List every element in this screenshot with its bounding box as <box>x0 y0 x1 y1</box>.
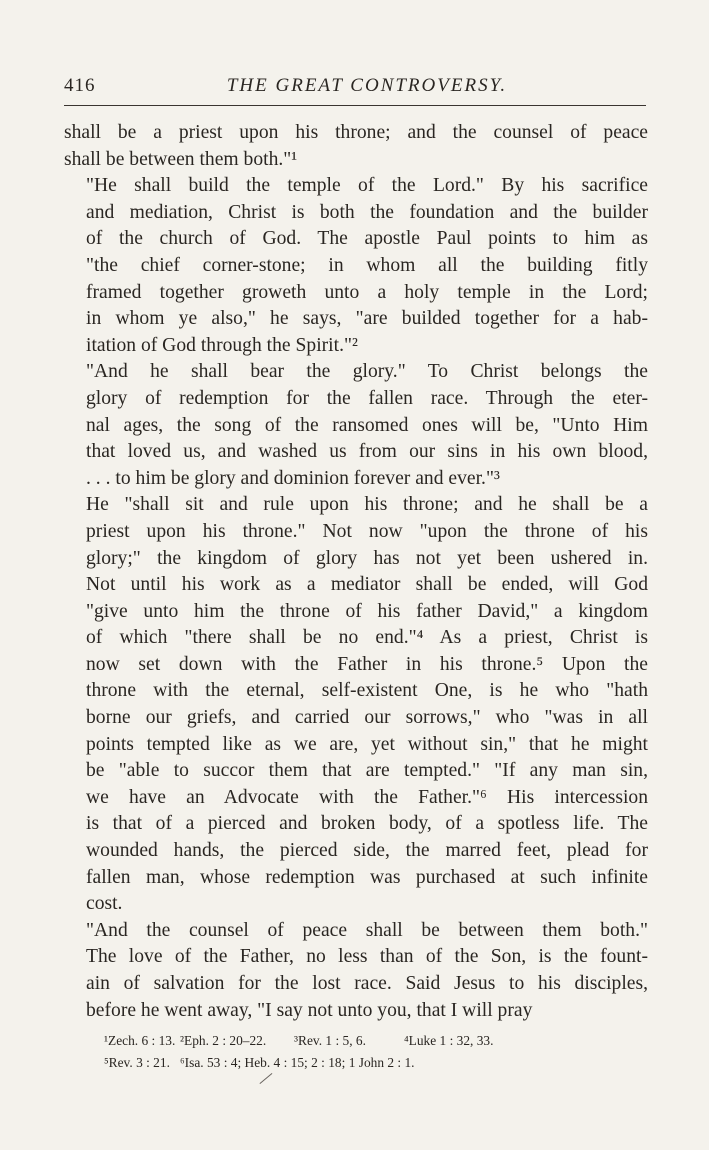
text-line: points tempted like as we are, yet without sin," that he might <box>86 733 648 755</box>
text-line: cost. <box>86 893 123 915</box>
text-line: "And he shall bear the glory." To Christ belongs the <box>86 361 648 383</box>
text-line: wounded hands, the pierced side, the marred feet, plead for <box>86 840 648 862</box>
text-line: The love of the Father, no less than of the Son, is the fount- <box>86 946 648 968</box>
text-line: ain of salvation for the lost race. Said Jesus to his disciples, <box>86 973 648 994</box>
footnote: ⁶Isa. 53 : 4; Heb. 4 : 15; 2 : 18; 1 John 2 : 1. <box>180 1055 415 1070</box>
footnote-row <box>104 1030 644 1052</box>
text-line: nal ages, the song of the ransomed ones will be, "Unto Him <box>86 414 648 436</box>
text-line: shall be a priest upon his throne; and the counsel of peace <box>64 122 648 143</box>
footnote: ²Eph. 2 : 20–22. <box>180 1033 267 1048</box>
text-line: "And the counsel of peace shall be between them both." <box>86 919 648 941</box>
text-line: shall be between them both."¹ <box>64 148 298 170</box>
text-line: . . . to him be glory and dominion forever and ever."³ <box>86 467 500 489</box>
text-line: in whom ye also," he says, "are builded together for a hab- <box>86 308 648 330</box>
text-line: "the chief corner-stone; in whom all the building fitly <box>86 254 648 276</box>
footnote: ³Rev. 1 : 5, 6. <box>294 1033 366 1048</box>
text-line: glory;" the kingdom of glory has not yet been ushered in. <box>86 547 648 569</box>
paragraph <box>64 492 648 918</box>
text-line: framed together groweth unto a holy temple in the Lord; <box>86 281 648 303</box>
text-line: Not until his work as a mediator shall be ended, will God <box>86 574 648 596</box>
text-line: itation of God through the Spirit."² <box>86 334 358 356</box>
running-title: THE GREAT CONTROVERSY. <box>226 75 508 96</box>
page-header <box>64 75 646 106</box>
page-number: 416 <box>64 75 96 96</box>
text-line: priest upon his throne." Not now "upon the throne of his <box>86 520 648 542</box>
paragraph <box>64 173 648 359</box>
text-line: and mediation, Christ is both the foundation and the builder <box>86 201 648 223</box>
text-line: fallen man, whose redemption was purchased at such infinite <box>86 866 648 888</box>
footnote: ⁵Rev. 3 : 21. <box>104 1055 170 1070</box>
text-line: we have an Advocate with the Father."⁶ His intercession <box>86 786 648 808</box>
stray-mark <box>259 1073 272 1084</box>
text-line: that loved us, and washed us from our sins in his own blood, <box>86 441 648 463</box>
footnote-row <box>104 1052 644 1074</box>
text-line: be "able to succor them that are tempted." "If any man sin, <box>86 760 648 782</box>
paragraph <box>64 918 648 1024</box>
footnote: ¹Zech. 6 : 13. <box>104 1033 176 1048</box>
text-line: "He shall build the temple of the Lord." By his sacrifice <box>86 175 648 197</box>
text-line: before he went away, "I say not unto you, that I will pray <box>86 999 533 1021</box>
text-line: throne with the eternal, self-existent One, is he who "hath <box>86 680 648 702</box>
footnotes <box>104 1030 644 1074</box>
text-line: glory of redemption for the fallen race. Through the eter- <box>86 387 648 409</box>
text-line: of the church of God. The apostle Paul points to him as <box>86 228 648 250</box>
paragraph <box>64 359 648 492</box>
body-text <box>64 120 648 1024</box>
paragraph <box>64 120 648 173</box>
text-line: borne our griefs, and carried our sorrows," who "was in all <box>86 707 648 729</box>
text-line: of which "there shall be no end."⁴ As a priest, Christ is <box>86 627 648 649</box>
text-line: is that of a pierced and broken body, of a spotless life. The <box>86 813 648 835</box>
text-line: He "shall sit and rule upon his throne; and he shall be a <box>86 494 648 516</box>
text-line: "give unto him the throne of his father David," a kingdom <box>86 600 648 622</box>
footnote: ⁴Luke 1 : 32, 33. <box>404 1033 494 1048</box>
text-line: now set down with the Father in his throne.⁵ Upon the <box>86 653 648 675</box>
